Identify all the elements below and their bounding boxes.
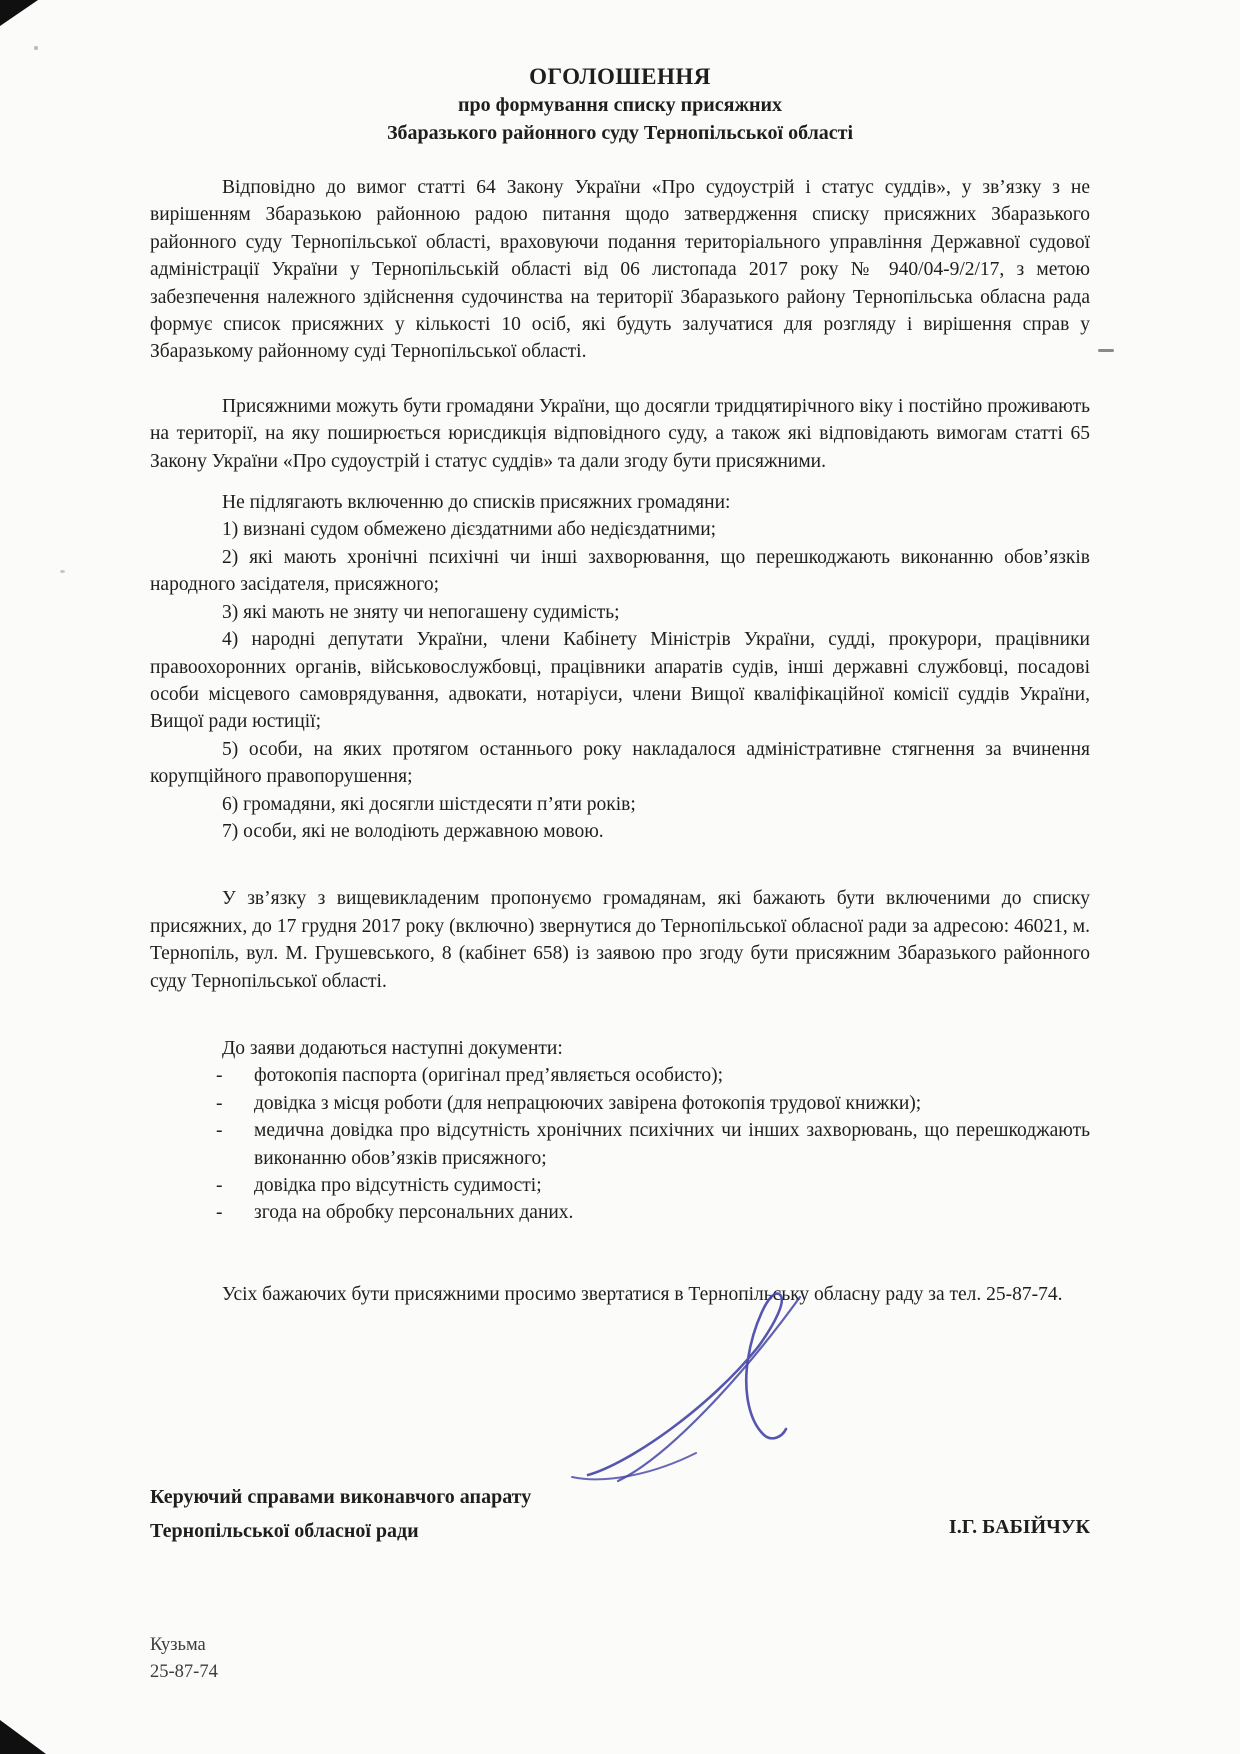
executor-name: Кузьма — [150, 1635, 206, 1655]
list-dash-marker: - — [216, 1065, 223, 1087]
exclusion-item-1: 1) визнані судом обмежено дієздатними або недієздатними; — [222, 519, 717, 541]
paragraph-application: У зв’язку з вищевикладеним пропонуємо громадянам, які бажають бути включеними до списку присяжних, до 17 грудня 2017 року (включно) звернутися до Тернопільської обласної ради за адресою: 46021, м. Тернопіль, вул. М. Грушевського, 8 (кабінет 658) із заявою про згоду бути присяжним Збаразького районного суду Тернопільської області. — [150, 888, 1090, 992]
document-heading — [150, 62, 1090, 147]
handwritten-signature — [560, 1285, 890, 1495]
exclusion-item-4: 4) народні депутати України, члени Кабінету Міністрів України, судді, прокурори, працівники правоохоронних органів, військовослужбовці, працівники апаратів судів, інші державні службовці, посадові особи місцевого самоврядування, адвокати, нотаріуси, члени Вищої кваліфікаційної комісії суддів України, Вищої ради юстиції; — [150, 629, 1090, 733]
paragraph-eligibility: Присяжними можуть бути громадяни України, що досягли тридцятирічного віку і постійно проживають на території, на яку поширюється юрисдикція відповідного суду, а також які відповідають вимогам статті 65 Закону України «Про судоустрій і статус суддів» та дали згоду бути присяжними. — [150, 395, 1090, 472]
document-item-text: згода на обробку персональних даних. — [254, 1202, 574, 1224]
paragraph-contact: Усіх бажаючих бути присяжними просимо звертатися в Тернопільську обласну раду за тел. 25-87-74. — [222, 1283, 1063, 1305]
exclusion-item-5: 5) особи, на яких протягом останнього року накладалося адміністративне стягнення за вчинення корупційного правопорушення; — [150, 738, 1090, 788]
exclusion-item-7: 7) особи, які не володіють державною мовою. — [222, 820, 604, 842]
document-item-3 — [150, 1117, 1090, 1172]
heading-title: ОГОЛОШЕННЯ — [529, 64, 711, 89]
scan-artifact-bottom-left-corner — [0, 1720, 46, 1754]
document-item-5 — [150, 1199, 1090, 1226]
signatory-position-line-2: Тернопільської обласної ради — [150, 1520, 419, 1542]
list-dash-marker: - — [216, 1092, 223, 1114]
exclusions-intro: Не підлягають включенню до списків присяжних громадяни: — [222, 492, 731, 514]
scan-artifact-right-edge-mark — [1098, 349, 1114, 352]
signature-block — [150, 1480, 1090, 1548]
signatory-name: І.Г. БАБІЙЧУК — [948, 1516, 1090, 1538]
list-dash-marker: - — [216, 1202, 223, 1224]
executor-footer — [150, 1632, 218, 1686]
paragraph-legal-basis: Відповідно до вимог статті 64 Закону України «Про судоустрій і статус суддів», у зв’язку з не вирішенням Збаразькою районною радою питання щодо затвердження списку присяжних Збаразького районного суду Тернопільської області, враховуючи подання територіального управління Державної судової адміністрації України у Тернопільській області від 06 листопада 2017 року № 940/04-9/2/17, з метою забезпечення належного здійснення судочинства на території Збаразького району Тернопільська обласна рада формує список присяжних у кількості 10 осіб, які будуть залучатися для розгляду і вирішення справ у Збаразькому районному суді Тернопільської області. — [150, 177, 1090, 363]
list-dash-marker: - — [216, 1175, 223, 1196]
exclusion-item-3: 3) які мають не зняту чи непогашену судимість; — [222, 601, 620, 623]
list-dash-marker: - — [216, 1120, 223, 1142]
document-item-1 — [150, 1062, 1090, 1089]
document-item-text: довідка про відсутність судимості; — [254, 1175, 542, 1196]
scan-speck — [34, 46, 38, 50]
document-item-4 — [150, 1172, 1090, 1199]
documents-intro: До заяви додаються наступні документи: — [222, 1037, 563, 1059]
signatory-position-line-1: Керуючий справами виконавчого апарату — [150, 1486, 532, 1508]
executor-phone: 25-87-74 — [150, 1662, 218, 1682]
scan-speck — [60, 570, 65, 573]
heading-subtitle-1: про формування списку присяжних — [457, 94, 783, 116]
scan-artifact-top-left-corner — [0, 0, 38, 26]
document-item-text: довідка з місця роботи (для непрацюючих завірена фотокопія трудової книжки); — [254, 1092, 922, 1114]
exclusion-item-6: 6) громадяни, які досягли шістдесяти п’яти років; — [222, 793, 636, 815]
document-item-2 — [150, 1090, 1090, 1117]
document-item-text: фотокопія паспорта (оригінал пред’являється особисто); — [254, 1065, 723, 1087]
exclusion-item-2: 2) які мають хронічні психічні чи інші захворювання, що перешкоджають виконанню обов’язків народного засідателя, присяжного; — [150, 546, 1090, 596]
document-item-text: медична довідка про відсутність хронічних психічних чи інших захворювань, що перешкоджають виконанню обов’язків присяжного; — [254, 1120, 1090, 1169]
heading-subtitle-2: Збаразького районного суду Тернопільської області — [386, 121, 854, 144]
document-body — [150, 62, 1090, 1308]
